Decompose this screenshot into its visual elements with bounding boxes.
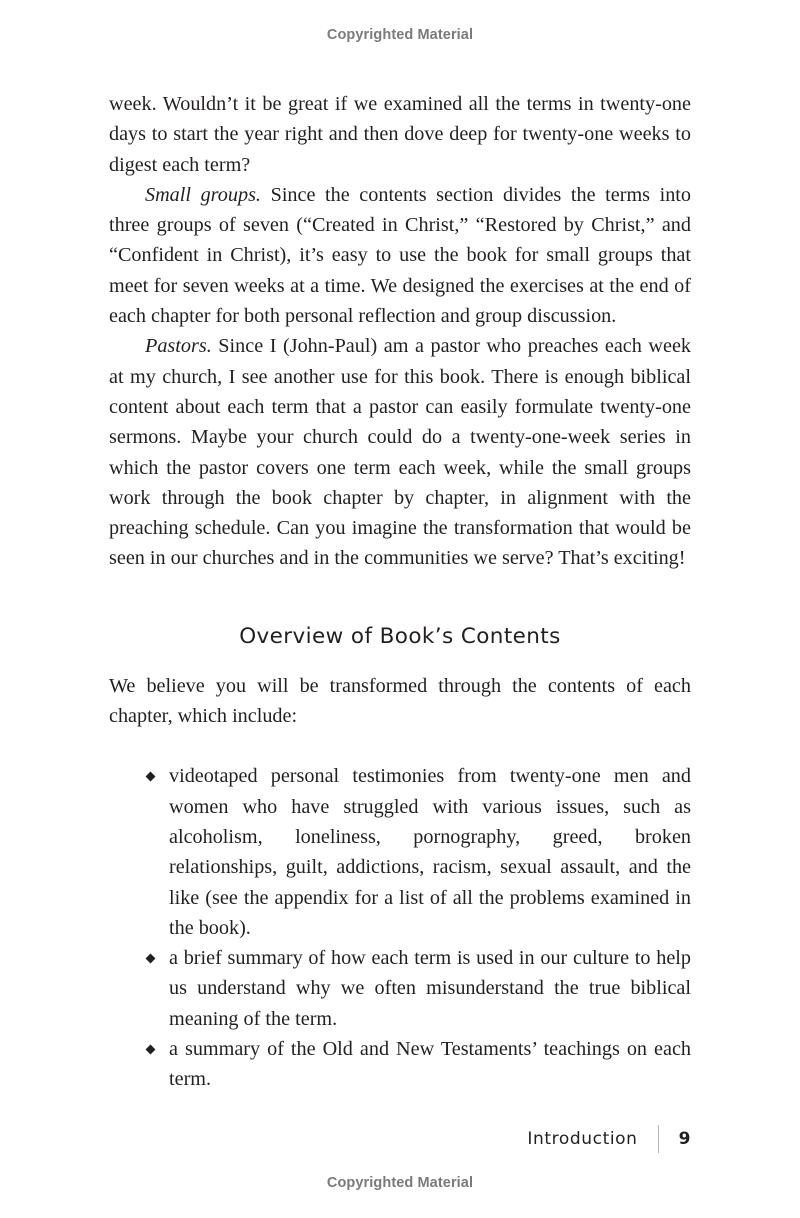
copyright-watermark-bottom: Copyrighted Material	[326, 1175, 474, 1191]
list-item	[109, 943, 691, 1034]
list-item-text: a summary of the Old and New Testaments’ teachings on each term.	[169, 1038, 691, 1091]
running-footer	[527, 1125, 691, 1153]
paragraph-small-groups-text: Since the contents section divides the terms into three groups of seven (“Created in Christ,” “Restored by Christ,” and “Confident in Christ), it’s easy to use the book for small groups that meet for seven weeks at a time. We designed the exercises at the end of each chapter for both personal reflection and group discussion.	[109, 183, 692, 328]
section-intro: We believe you will be transformed through the contents of each chapter, which include:	[109, 674, 691, 728]
list-item	[109, 761, 691, 943]
paragraph-small-groups	[109, 180, 691, 331]
list-item-text: a brief summary of how each term is used in our culture to help us understand why we often misunderstand the true biblical meaning of the term.	[169, 947, 691, 1030]
copyright-watermark-top: Copyrighted Material	[326, 27, 474, 43]
run-in-head-small-groups: Small groups.	[145, 183, 261, 206]
paragraph-continuation: week. Wouldn’t it be great if we examined all the terms in twenty-one days to start the year right and then dove deep for twenty-one weeks to digest each term?	[109, 93, 691, 176]
footer-divider	[658, 1125, 659, 1153]
list-item-text: videotaped personal testimonies from twenty-one men and women who have struggled with various issues, such as alcoholism, loneliness, pornography, greed, broken relationships, guilt, addictions, racism, sexual assault, and the like (see the appendix for a list of all the problems examined in the book).	[169, 765, 691, 939]
diamond-bullet-icon	[146, 954, 156, 964]
run-in-head-pastors: Pastors.	[145, 335, 212, 358]
diamond-bullet-icon	[146, 1045, 156, 1055]
paragraph-pastors-text: Since I (John-Paul) am a pastor who preaches each week at my church, I see another use for this book. There is enough biblical content about each term that a pastor can easily formulate twenty-one sermons. Maybe your church could do a twenty-one-week series in which the pastor covers one term each week, while the small groups work through the book chapter by chapter, in alignment with the preaching schedule. Can you imagine the transformation that would be seen in our churches and in the communities we serve? That’s exciting!	[109, 335, 691, 570]
page-body	[109, 89, 691, 1095]
page-number: 9	[678, 1129, 691, 1149]
diamond-bullet-icon	[146, 772, 156, 782]
contents-list	[109, 761, 691, 1094]
list-item	[109, 1034, 691, 1095]
footer-section-name: Introduction	[527, 1129, 638, 1149]
section-heading: Overview of Book’s Contents	[239, 623, 561, 649]
paragraph-pastors	[109, 331, 691, 573]
